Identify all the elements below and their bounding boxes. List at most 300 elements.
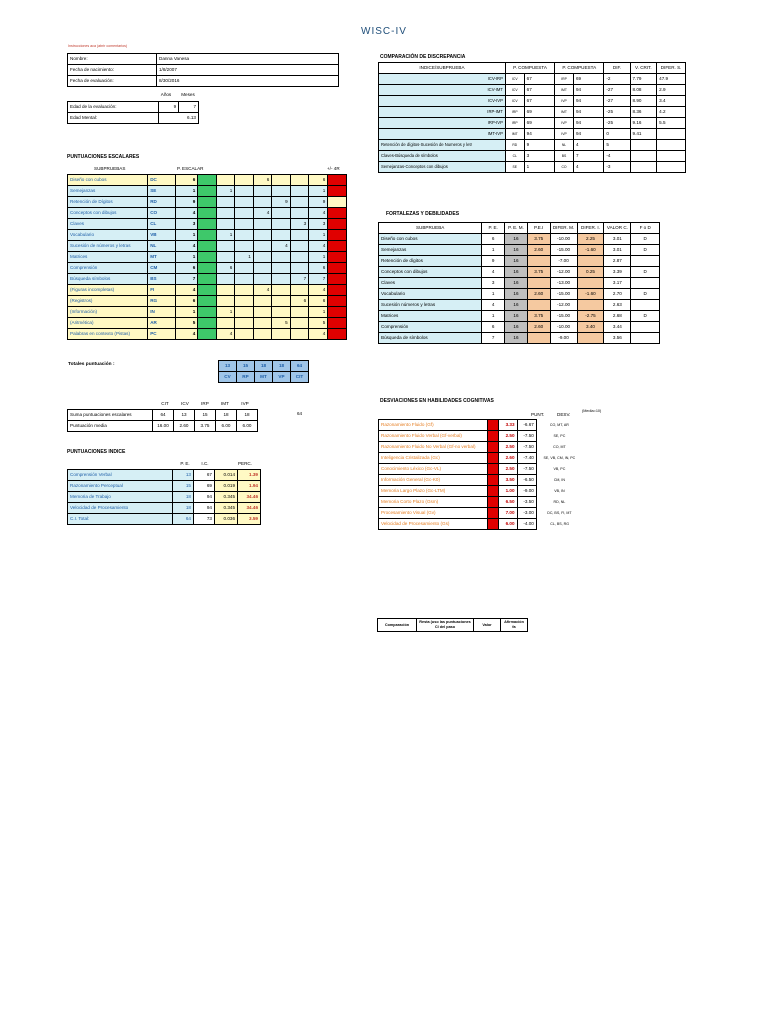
disc-code2: IMT [555,107,574,118]
factor-cell: 6 [290,296,308,307]
discrepancy-row [379,85,686,96]
index-pe: 18 [173,492,194,503]
strengths-row [379,267,660,278]
disc-dif: 0 [604,129,630,140]
scaled-row [68,219,347,230]
subtest-name: (Figuras incompletas) [68,285,148,296]
disc-ds [657,129,686,140]
scaled-col-sub: SUBPRUEBAS [94,166,126,171]
strength-dm: -15.00 [550,311,577,322]
subtest-name: Diseño con cubos [68,175,148,186]
deviation-row [379,464,583,475]
total-value: 18 [273,361,291,372]
deviation-row [379,508,583,519]
disc-crit: 7.79 [630,74,657,85]
strength-fd: D [631,289,660,300]
subtest-name: Sucesión de números y letras [68,241,148,252]
disc-code1: ICV [505,85,524,96]
deviation-name: Información General (Gc-K0) [379,475,488,486]
disc-code2: IMT [555,85,574,96]
discrepancy-row [379,118,686,129]
scaled-row [68,241,347,252]
deviation-punt: 7.00 [499,508,517,519]
scaled-col-pm: +/- 4R [327,166,340,171]
sum-value: 18 [216,410,237,421]
deviation-desv: -6.67 [517,420,536,431]
strength-pem: 16 [505,234,528,245]
green-marker [198,263,217,274]
disc-crit: 8.36 [630,107,657,118]
factor-cell [235,208,253,219]
subtest-name: Retención de Dígitos [68,197,148,208]
index-header [215,459,235,469]
green-marker [198,307,217,318]
strength-dm: -10.00 [550,234,577,245]
strength-di: -1.60 [577,289,604,300]
strength-pei: 2.60 [527,289,550,300]
instructions-note: Instrucciones aca (abrir comentarios) [68,44,128,48]
sum-label: Puntuación media [68,421,153,432]
deviation-row [379,420,583,431]
disc-ds: 3.4 [657,96,686,107]
sum-header: CIT [161,401,169,406]
index-perc: 1.94 [238,481,261,492]
scaled-row [68,186,347,197]
disc-code1: ICV [505,96,524,107]
factor-cell [272,219,290,230]
disc-ds [657,162,686,173]
disc-dif: -2 [604,74,630,85]
strengths-header-cell: DIFER. I. [577,223,604,234]
strengths-row [379,289,660,300]
factor-cell: 1 [216,186,234,197]
flag-cell [328,186,347,197]
age-table [67,101,199,124]
deviation-codes: SE, PC [553,434,566,438]
strengths-row [379,278,660,289]
factor-cell [216,252,234,263]
deviation-row [379,442,583,453]
green-marker [198,296,217,307]
deviation-punt: 1.00 [499,486,517,497]
strength-fd [631,322,660,333]
green-marker [198,197,217,208]
strength-pe: 3 [482,278,505,289]
subtest-score: 1 [176,230,198,241]
totals-values [219,361,309,372]
disc-val2: 94 [573,85,603,96]
deviation-row [379,486,583,497]
sum-row [68,421,258,432]
sum-value: 2.60 [174,421,195,432]
factor-cell [290,329,308,340]
strength-pe: 4 [482,267,505,278]
total-code: RP [237,372,255,383]
deviation-punt: 3.50 [499,475,517,486]
dev-desv-header: DESV. [557,412,571,417]
index-row [68,514,261,525]
factor-cell [272,186,290,197]
disc-dif: -25 [604,107,630,118]
factor-cell [290,197,308,208]
subtest-code: DC [148,175,176,186]
index-perc: 34.46 [238,503,261,514]
index-label: C.I. Total: [68,514,173,525]
disc-label: IMT-IVP [379,129,506,140]
strength-pe: 1 [482,289,505,300]
index-header: I.C. [201,461,209,466]
strength-fd [631,333,660,344]
subtest-total: 1 [309,186,328,197]
subtest-score: 6 [176,263,198,274]
subtest-total: 1 [309,230,328,241]
dev-note: (Media=10) [582,409,602,413]
deviation-flag [487,442,499,453]
factor-cell [235,318,253,329]
disc-label: Retención de dígitos-Sucesión de Numeros y letr [379,140,506,151]
disc-crit: 8.08 [630,85,657,96]
index-label: Comprensión Verbal [68,470,173,481]
strength-name: Sucesión números y letras [379,300,482,311]
factor-cell: 4 [253,208,271,219]
scaled-row [68,197,347,208]
disc-label: ICV-IMT [379,85,506,96]
subtest-total: 1 [309,307,328,318]
subtest-code: FI [148,285,176,296]
factor-cell [216,175,234,186]
disc-val2: 69 [573,74,603,85]
deviation-punt: 6.50 [499,497,517,508]
strengths-row [379,256,660,267]
deviation-flag [487,486,499,497]
total-value: 15 [237,361,255,372]
subtest-total: 3 [309,219,328,230]
factor-cell [253,296,271,307]
strength-dm: -9.00 [550,333,577,344]
strength-pei [527,333,550,344]
strength-fd: D [631,234,660,245]
patient-field-value: 8/30/2016 [157,76,339,87]
index-label: Memoria de Trabajo [68,492,173,503]
strength-name: Conceptos con dibujos [379,267,482,278]
factor-cell: 7 [290,274,308,285]
factor-cell [235,186,253,197]
strengths-row [379,234,660,245]
disc-val2: 94 [573,96,603,107]
factor-cell [235,175,253,186]
deviation-punt: 3.33 [499,420,517,431]
subtest-name: (Aritmética) [68,318,148,329]
factor-cell [290,285,308,296]
strength-pe: 1 [482,245,505,256]
subtest-score: 4 [176,241,198,252]
disc-header: P. COMPUESTA [505,63,554,74]
disc-dif: -27 [604,96,630,107]
disc-crit: 8.90 [630,96,657,107]
subtest-score: 3 [176,219,198,230]
factor-cell: 5 [272,318,290,329]
factor-cell: 4 [216,329,234,340]
factor-cell [253,252,271,263]
index-row [68,481,261,492]
subtest-score: 6 [176,296,198,307]
factor-cell [272,329,290,340]
deviation-codes: VB, IN [554,489,565,493]
sum-value: 16.00 [153,421,174,432]
index-header: PERC. [237,461,253,466]
strength-dm: -7.00 [550,256,577,267]
disc-header: INDICE/SUBPRUEBA [379,63,506,74]
flag-cell [328,318,347,329]
deviation-desv: -7.50 [517,442,536,453]
disc-label: Semejanzas-Conceptos con dibujos [379,162,506,173]
strength-vc: 2.87 [604,256,631,267]
factor-cell [290,252,308,263]
strengths-table [378,222,660,344]
subtest-total: 7 [309,274,328,285]
subtest-score: 1 [176,307,198,318]
subtest-code: RD [148,197,176,208]
deviation-codes: CL, BS, RG [550,522,570,526]
strength-vc: 3.17 [604,278,631,289]
strengths-header-cell: F o D [631,223,660,234]
strength-pem: 16 [505,256,528,267]
strength-pem: 16 [505,267,528,278]
flag-cell [328,307,347,318]
strength-pe: 4 [482,300,505,311]
deviation-desv: -7.50 [517,464,536,475]
strength-dm: -12.00 [550,267,577,278]
green-marker [198,318,217,329]
deviation-name: Inteligencia Cristalizada (Gc) [379,453,488,464]
sum-header: ICV [181,401,189,406]
total-value: 18 [255,361,273,372]
totals-codes [219,372,309,383]
index-p: 0.345 [215,503,238,514]
index-row [68,470,261,481]
strength-pei [527,256,550,267]
strength-vc: 3.56 [604,333,631,344]
disc-code2: BS [555,151,574,162]
disc-val2: 7 [573,151,603,162]
subtest-name: Búsqueda símbolos [68,274,148,285]
strength-di: 0.25 [577,267,604,278]
patient-field-label: Fecha de evaluación: [68,76,157,87]
factor-cell [235,241,253,252]
disc-code1: IMT [505,129,524,140]
index-perc: 3.59 [238,514,261,525]
disc-val2: 4 [573,140,603,151]
strength-dm: -13.00 [550,278,577,289]
sum-value: 18 [237,410,258,421]
subtest-total: 4 [309,329,328,340]
factor-cell [253,318,271,329]
disc-dif: -27 [604,85,630,96]
subtest-code: SE [148,186,176,197]
disc-code1: SE [505,162,524,173]
subtest-total: 4 [309,241,328,252]
deviation-codes: DC, BS, FI, MT [547,511,572,515]
index-ic: 73 [194,514,215,525]
disc-val1: 69 [524,107,554,118]
factor-cell [272,208,290,219]
factor-cell [235,274,253,285]
comparison-footer-table [377,618,528,632]
deviation-name: Memoria Corto Plazo (Gsm) [379,497,488,508]
subtest-score: 7 [176,274,198,285]
factor-cell: 4 [253,285,271,296]
footer-header: Comparación [378,619,417,632]
scaled-heading: PUNTUACIONES ESCALARES [67,154,140,160]
strength-di [577,256,604,267]
green-marker [198,186,217,197]
disc-val2: 94 [573,118,603,129]
factor-cell [272,230,290,241]
deviation-row [379,453,583,464]
disc-val2: 94 [573,107,603,118]
strengths-header [379,223,660,234]
total-value: 13 [219,361,237,372]
sum-value: 64 [153,410,174,421]
factor-cell [235,307,253,318]
factor-cell [216,274,234,285]
flag-cell [328,263,347,274]
strength-dm: -12.00 [550,300,577,311]
disc-label: Claves-Búsqueda de símbolos [379,151,506,162]
strength-fd [631,300,660,311]
discrepancy-header [379,63,686,74]
strengths-header-cell: P. E. M. [505,223,528,234]
subtest-code: CM [148,263,176,274]
green-marker [198,252,217,263]
green-marker [198,329,217,340]
disc-code2: CO [555,162,574,173]
flag-cell [328,252,347,263]
deviation-desv: -3.00 [517,508,536,519]
strength-vc: 3.44 [604,322,631,333]
strength-di: -2.75 [577,311,604,322]
footer-header: Valor [474,619,501,632]
factor-cell: 1 [216,230,234,241]
deviation-name: Procesamiento Visual (Gv) [379,508,488,519]
scaled-row [68,252,347,263]
disc-crit [630,162,657,173]
page-title: WISC-IV [361,26,407,37]
disc-label: IRP-IVP [379,118,506,129]
deviation-row [379,497,583,508]
strength-vc: 3.01 [604,234,631,245]
subtest-score: 1 [176,186,198,197]
total-value: 64 [291,361,309,372]
deviation-punt: 2.50 [499,464,517,475]
factor-cell [216,241,234,252]
disc-header: V. CRIT. [630,63,657,74]
age-years: 9 [159,102,179,113]
strengths-header-cell: DIFER. M. [550,223,577,234]
deviation-punt: 2.50 [499,431,517,442]
deviation-punt: 2.60 [499,453,517,464]
index-header: P. E. [180,461,190,466]
strength-di: 2.25 [577,234,604,245]
disc-dif: -3 [604,162,630,173]
deviation-name: Razonamiento Fluido Verbal (Gf-verbal) [379,431,488,442]
strength-pem: 16 [505,333,528,344]
factor-cell [235,263,253,274]
disc-val1: 67 [524,85,554,96]
strength-name: Semejanzas [379,245,482,256]
index-ic: 69 [194,481,215,492]
subtest-total: 4 [309,208,328,219]
deviations-heading: DESVIACIONES EN HABILIDADES COGNITIVAS [380,398,494,404]
factor-cell [216,197,234,208]
deviation-name: Memoria Largo Plazo (Gc-LTM) [379,486,488,497]
discrepancy-table [378,62,686,173]
subtest-code: AR [148,318,176,329]
strength-dm: -15.00 [550,289,577,300]
subtest-score: 4 [176,285,198,296]
factor-cell [290,318,308,329]
subtest-code: MT [148,252,176,263]
disc-ds [657,140,686,151]
strength-pem: 16 [505,311,528,322]
strength-pe: 7 [482,333,505,344]
disc-crit: 9.41 [630,129,657,140]
strength-di [577,300,604,311]
deviation-codes: CO, MT [553,445,566,449]
factor-cell [290,208,308,219]
subtest-score: 4 [176,329,198,340]
sum-side-value: 64 [297,411,303,416]
total-code: MT [255,372,273,383]
subtest-name: Vocabulario [68,230,148,241]
flag-cell [328,241,347,252]
subtest-score: 6 [176,175,198,186]
sum-label: Suma puntuaciones escalares [68,410,153,421]
deviation-row [379,431,583,442]
disc-label: IRP-IMT [379,107,506,118]
green-marker [198,241,217,252]
subtest-name: Comprensión [68,263,148,274]
factor-cell [253,241,271,252]
factor-cell [216,285,234,296]
flag-cell [328,285,347,296]
disc-ds: 47.9 [657,74,686,85]
footer-header: Resta (uso las puntuaciones CI del paso [417,619,474,632]
flag-cell [328,274,347,285]
index-row [68,503,261,514]
discrepancy-row [379,107,686,118]
scaled-row [68,208,347,219]
disc-header: P. COMPUESTA [555,63,604,74]
factor-cell [235,219,253,230]
scaled-row [68,329,347,340]
disc-ds: 2.9 [657,85,686,96]
strength-vc: 2.63 [604,300,631,311]
strengths-row [379,311,660,322]
green-marker [198,175,217,186]
strength-vc: 3.39 [604,267,631,278]
index-perc: 1.39 [238,470,261,481]
subtest-name: Palabras en contexto (Pistas) [68,329,148,340]
strength-pe: 9 [482,256,505,267]
strength-fd: D [631,311,660,322]
strength-name: Diseño con cubos [379,234,482,245]
index-p: 0.019 [215,481,238,492]
age-headers [155,90,199,100]
subtest-name: (Información) [68,307,148,318]
sum-value: 13 [174,410,195,421]
strength-fd: D [631,267,660,278]
